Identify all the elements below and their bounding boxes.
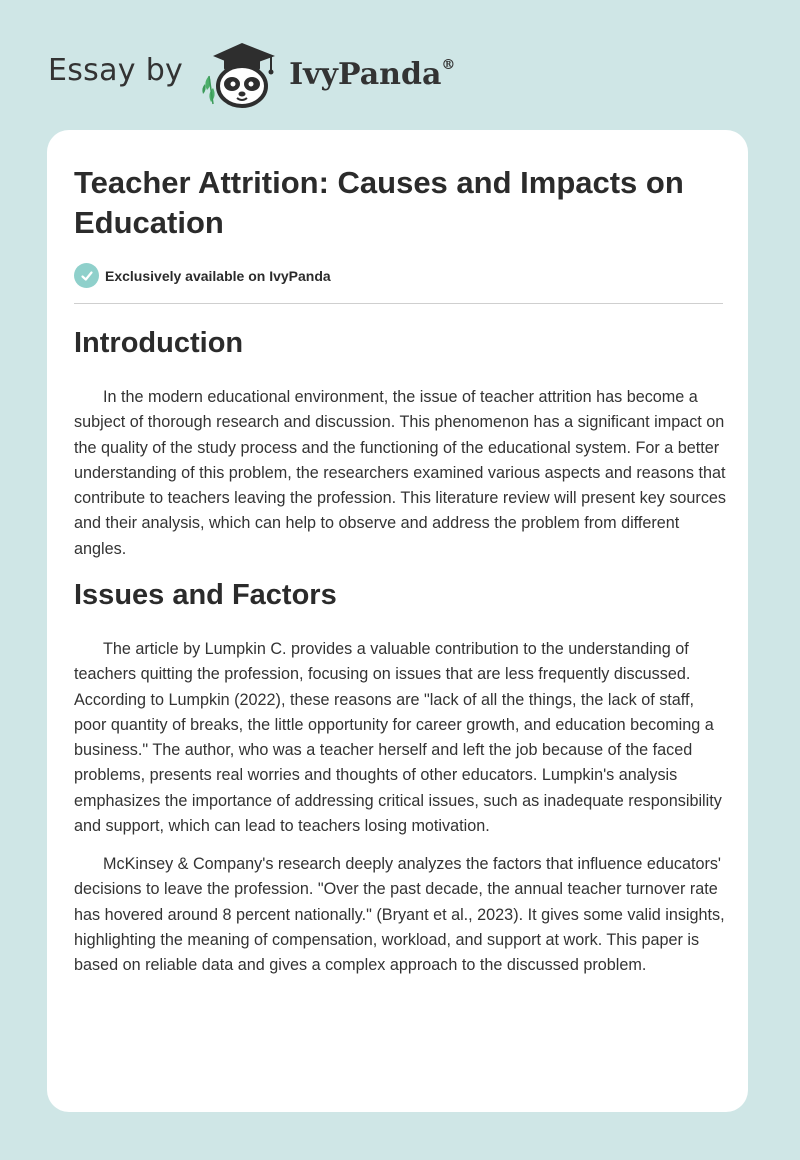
paragraph: McKinsey & Company's research deeply analyzes the factors that influence educators' decisions to leave the profession. "Over the past decade, the annual teacher turnover rate has hovered around 8 percent nationally." (Bryant et al., 2023). It gives some valid insights, highlighting the meaning of compensation, workload, and support at work. This paper is based on reliable data and gives a complex approach to the discussed problem. bbox=[74, 855, 725, 975]
panda-logo-icon[interactable] bbox=[197, 36, 287, 108]
site-header bbox=[48, 36, 455, 108]
essay-by-label: Essay by bbox=[48, 52, 184, 88]
section-heading-issues-and-factors: Issues and Factors bbox=[74, 579, 337, 611]
exclusive-badge bbox=[74, 263, 331, 288]
registered-mark: ® bbox=[441, 56, 456, 73]
page-title: Teacher Attrition: Causes and Impacts on Education bbox=[74, 165, 684, 240]
brand-name[interactable]: IvyPanda® bbox=[289, 56, 456, 92]
essay-card bbox=[47, 130, 748, 1112]
exclusive-label: Exclusively available on IvyPanda bbox=[105, 267, 331, 284]
paragraph: The article by Lumpkin C. provides a valuable contribution to the understanding of teachers quitting the profession, focusing on issues that are less frequently discussed. According to Lumpkin (2022), these reasons are "lack of all the things, the lack of staff, poor quantity of breaks, the little opportunity for career growth, and education becoming a business." The author, who was a teacher herself and left the job because of the faced problems, presents real worries and thoughts of other educators. Lumpkin's analysis emphasizes the importance of addressing critical issues, such as inadequate responsibility and support, which can lead to teachers losing motivation. bbox=[74, 640, 722, 836]
section-heading-introduction: Introduction bbox=[74, 327, 244, 359]
check-icon bbox=[74, 263, 99, 288]
paragraph: In the modern educational environment, the issue of teacher attrition has become a subject of thorough research and discussion. This phenomenon has a significant impact on the quality of the study process and the functioning of the educational system. For a better understanding of this problem, the researchers examined various aspects and reasons that contribute to teachers leaving the profession. This literature review will present key sources and their analysis, which can help to observe and address the problem from different angles. bbox=[74, 388, 727, 558]
divider bbox=[74, 303, 723, 304]
